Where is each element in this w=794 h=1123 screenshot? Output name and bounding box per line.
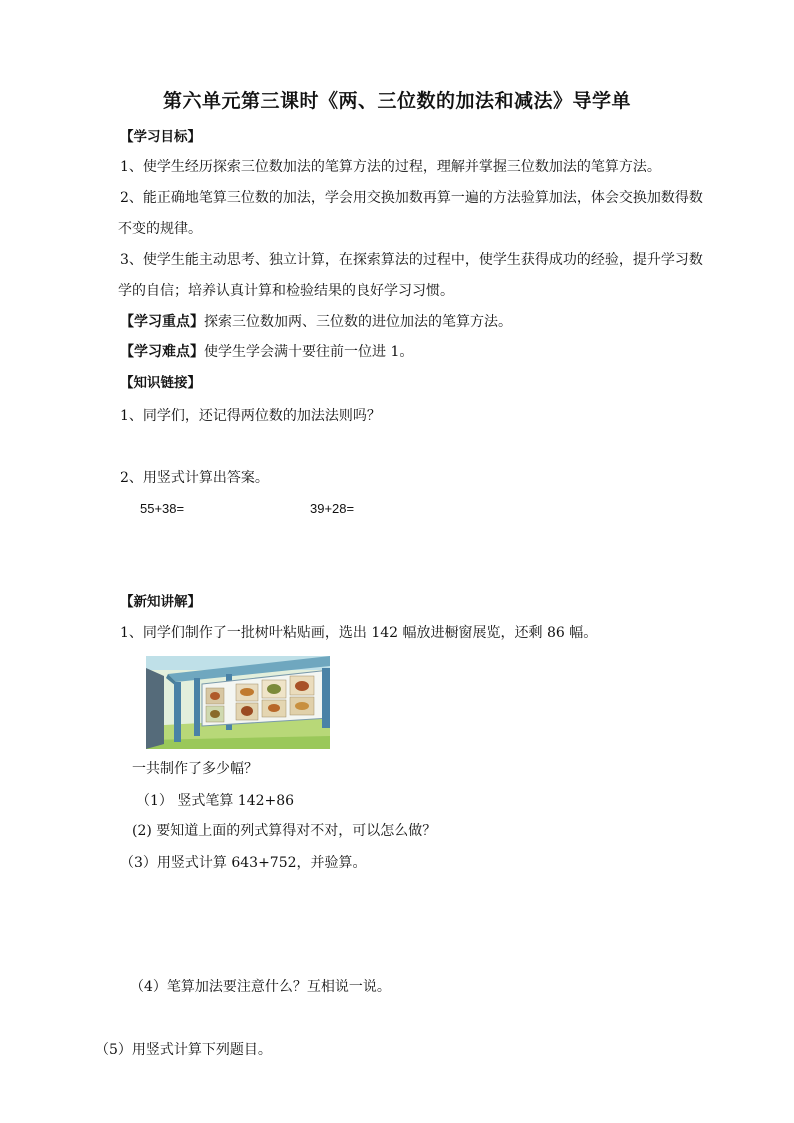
key-point-header: 【学习重点】 [120, 314, 204, 330]
problem-statement: 1、同学们制作了一批树叶粘贴画，选出 142 幅放进橱窗展览，还剩 86 幅。 [120, 625, 598, 641]
difficulty [120, 343, 413, 361]
objective-item-1: 1、使学生经历探索三位数加法的笔算方法的过程，理解并掌握三位数加法的笔算方法。 [120, 159, 661, 175]
step-2: (2) 要知道上面的列式算得对不对，可以怎么做？ [132, 823, 437, 839]
step-3: （3）用竖式计算 643+752，并验算。 [120, 855, 367, 871]
calc-item-2: 39+28= [310, 501, 355, 516]
knowledge-question-2: 2、用竖式计算出答案。 [120, 470, 269, 486]
key-point-text: 探索三位数加两、三位数的进位加法的笔算方法。 [204, 314, 512, 330]
difficulty-text: 使学生学会满十要往前一位进 1。 [204, 344, 414, 360]
display-window-illustration [146, 656, 330, 749]
objective-item-2-line-1: 2、能正确地笔算三位数的加法，学会用交换加数再算一遍的方法验算加法，体会交换加数得数 [120, 190, 703, 206]
calc-item-1: 55+38= [140, 501, 185, 516]
objective-item-3-line-1: 3、使学生能主动思考、独立计算，在探索算法的过程中，使学生获得成功的经验，提升学习数 [120, 252, 703, 268]
leaf-art-display-image [146, 656, 330, 749]
new-knowledge-header: 【新知讲解】 [120, 594, 201, 610]
step-5: （5）用竖式计算下列题目。 [95, 1042, 272, 1058]
step-1: （1） 竖式笔算 142+86 [136, 793, 295, 809]
total-question: 一共制作了多少幅？ [132, 761, 258, 777]
knowledge-question-1: 1、同学们，还记得两位数的加法法则吗？ [120, 408, 381, 424]
key-point [120, 313, 512, 331]
objective-item-3-line-2: 学的自信；培养认真计算和检验结果的良好学习习惯。 [118, 283, 454, 299]
objective-item-2-line-2: 不变的规律。 [118, 221, 202, 237]
knowledge-link-header: 【知识链接】 [120, 375, 201, 391]
step-4: （4）笔算加法要注意什么？互相说一说。 [130, 979, 391, 995]
page-title: 第六单元第三课时《两、三位数的加法和减法》导学单 [162, 90, 631, 112]
difficulty-header: 【学习难点】 [120, 344, 204, 360]
objectives-header: 【学习目标】 [120, 129, 201, 145]
